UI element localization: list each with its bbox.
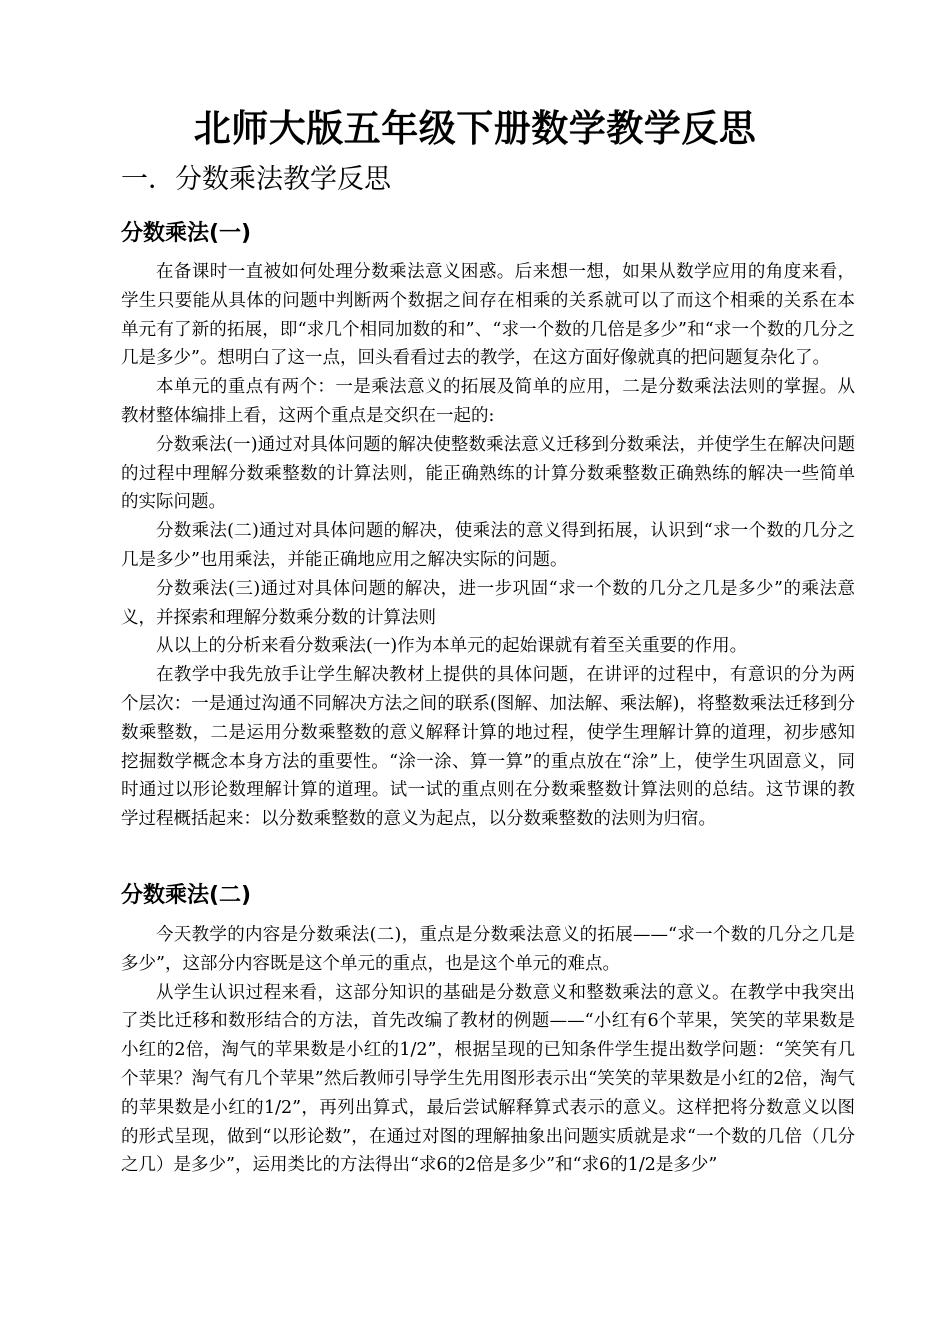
- body-paragraph: 在备课时一直被如何处理分数乘法意义困惑。后来想一想，如果从数学应用的角度来看，学生只要能从具体的问题中判断两个数据之间存在相乘的关系就可以了而这个相乘的关系在本单元有了新的拓展，即“求几个相同加数的和”、“求一个数的几倍是多少”和“求一个数的几分之几是多少”。想明白了这一点，回头看看过去的教学，在这方面好像就真的把问题复杂化了。: [121, 262, 855, 369]
- section-heading: 分数乘法(一): [121, 221, 252, 246]
- section-heading: 分数乘法(二): [121, 883, 252, 908]
- body-paragraph: 从以上的分析来看分数乘法(一)作为本单元的起始课就有着至关重要的作用。: [156, 636, 748, 657]
- body-paragraph: 分数乘法(一)通过对具体问题的解决使整数乘法意义迁移到分数乘法，并使学生在解决问题的过程中理解分数乘整数的计算法则，能正确熟练的计算分数乘整数正确熟练的解决一些简单的实际问题。: [121, 434, 855, 513]
- body-paragraph: 分数乘法(三)通过对具体问题的解决，进一步巩固“求一个数的几分之几是多少”的乘法意义，并探索和理解分数乘分数的计算法则: [121, 578, 855, 628]
- section-body: [121, 258, 855, 834]
- body-paragraph: 从学生认识过程来看，这部分知识的基础是分数意义和整数乘法的意义。在教学中我突出了类比迁移和数形结合的方法，首先改编了教材的例题——“小红有6个苹果，笑笑的苹果数是小红的2倍，淘气的苹果数是小红的1/2”，根据呈现的已知条件学生提出数学问题：“笑笑有几个苹果？淘气有几个苹果”然后教师引导学生先用图形表示出“笑笑的苹果数是小红的2倍，淘气的苹果数是小红的1/2”，再列出算式，最后尝试解释算式表示的意义。这样把将分数意义以图的形式呈现，做到“以形论数”，在通过对图的理解抽象出问题实质就是求“一个数的几倍（几分之几）是多少”，运用类比的方法得出“求6的2倍是多少”和“求6的1/2是多少”: [121, 982, 855, 1176]
- body-paragraph: 在教学中我先放手让学生解决教材上提供的具体问题，在讲评的过程中，有意识的分为两个层次：一是通过沟通不同解决方法之间的联系(图解、加法解、乘法解)，将整数乘法迁移到分数乘整数，二是运用分数乘整数的意义解释计算的地过程，使学生理解计算的道理，初步感知挖掘数学概念本身方法的重要性。“涂一涂、算一算”的重点放在“涂”上，使学生巩固意义，同时通过以形论数理解计算的道理。试一试的重点则在分数乘整数计算法则的总结。这节课的教学过程概括起来：以分数乘整数的意义为起点，以分数乘整数的法则为归宿。: [121, 665, 855, 830]
- body-paragraph: 分数乘法(二)通过对具体问题的解决，使乘法的意义得到拓展，认识到“求一个数的几分之几是多少”也用乘法，并能正确地应用之解决实际的问题。: [121, 521, 855, 570]
- document-title: 北师大版五年级下册数学教学反思: [193, 107, 757, 150]
- body-paragraph: 今天教学的内容是分数乘法(二)，重点是分数乘法意义的拓展——“求一个数的几分之几是多少”，这部分内容既是这个单元的重点，也是这个单元的难点。: [121, 925, 855, 974]
- section-body: [121, 921, 855, 1180]
- chapter-heading: 一．分数乘法教学反思: [121, 164, 391, 195]
- body-paragraph: 本单元的重点有两个：一是乘法意义的拓展及简单的应用，二是分数乘法法则的掌握。从教材整体编排上看，这两个重点是交织在一起的:: [121, 377, 855, 426]
